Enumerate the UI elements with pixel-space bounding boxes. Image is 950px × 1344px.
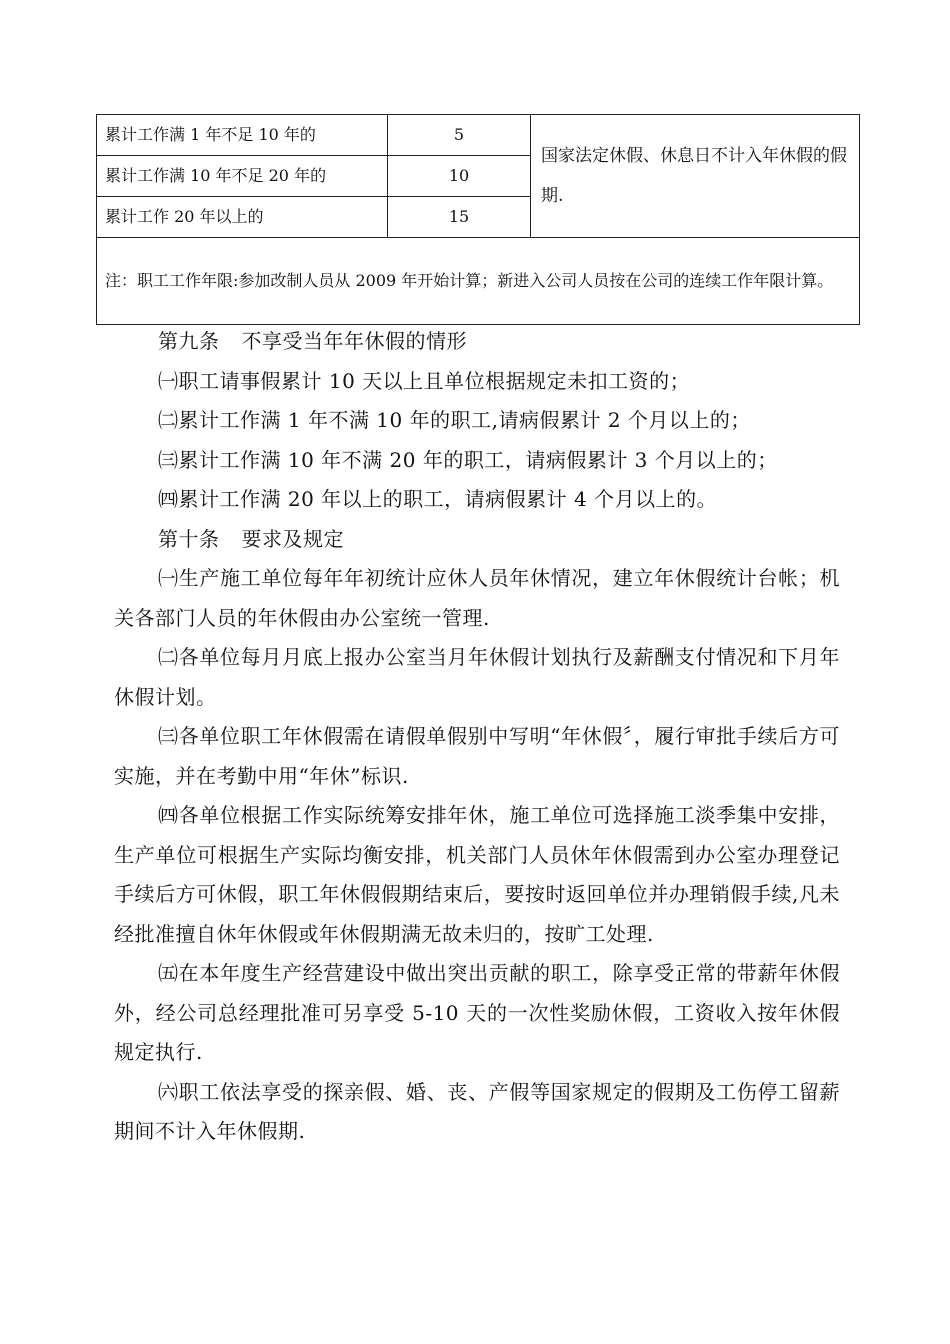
article-10-item: ㈢各单位职工年休假需在请假单假别中写明“年休假〞，履行审批手续后方可实施，并在考勤中用“年休”标识. bbox=[114, 724, 840, 788]
article-title: 不享受当年年休假的情形 bbox=[241, 329, 467, 353]
article-number: 第十条 bbox=[158, 526, 220, 551]
article-10-item: ㈠生产施工单位每年年初统计应休人员年休情况，建立年休假统计台帐；机关各部门人员的年休假由办公室统一管理. bbox=[114, 566, 840, 630]
table-cell-days: 5 bbox=[388, 115, 531, 156]
table-cell-condition: 累计工作满 1 年不足 10 年的 bbox=[97, 115, 388, 156]
table-cell-condition: 累计工作 20 年以上的 bbox=[97, 197, 388, 238]
article-10-item: ㈣各单位根据工作实际统筹安排年休，施工单位可选择施工淡季集中安排，生产单位可根据生产实际均衡安排，机关部门人员休年休假需到办公室办理登记手续后方可休假，职工年休假假期结束后，要按时返回单位并办理销假手续,凡未经批准擅自休年休假或年休假期满无故未归的，按旷工处理. bbox=[114, 803, 840, 946]
article-10-item: ㈡各单位每月月底上报办公室当月年休假计划执行及薪酬支付情况和下月年休假计划。 bbox=[114, 645, 840, 709]
table-row bbox=[97, 238, 860, 325]
article-number: 第九条 bbox=[158, 329, 220, 353]
article-9-item: ㈡累计工作满 1 年不满 10 年的职工,请病假累计 2 个月以上的； bbox=[158, 408, 751, 432]
article-10-heading bbox=[114, 520, 840, 560]
table-note: 注：职工工作年限:参加改制人员从 2009 年开始计算；新进入公司人员按在公司的连续工作年限计算。 bbox=[97, 238, 860, 325]
table-row bbox=[97, 115, 860, 156]
table-cell-condition: 累计工作满 10 年不足 20 年的 bbox=[97, 156, 388, 197]
annual-leave-table bbox=[96, 114, 860, 325]
article-9-item: ㈠职工请事假累计 10 天以上且单位根据规定未扣工资的； bbox=[158, 368, 691, 393]
table-cell-days: 15 bbox=[388, 197, 531, 238]
article-10-item: ㈥职工依法享受的探亲假、婚、丧、产假等国家规定的假期及工伤停工留薪期间不计入年休假期. bbox=[114, 1079, 840, 1143]
table-cell-remark: 国家法定休假、休息日不计入年休假的假期. bbox=[531, 115, 860, 238]
article-9-item: ㈢累计工作满 10 年不满 20 年的职工，请病假累计 3 个月以上的； bbox=[158, 447, 778, 472]
article-title: 要求及规定 bbox=[241, 526, 344, 551]
article-9-item: ㈣累计工作满 20 年以上的职工，请病假累计 4 个月以上的。 bbox=[158, 487, 718, 511]
article-9-heading bbox=[114, 322, 840, 362]
article-10-item: ㈤在本年度生产经营建设中做出突出贡献的职工，除享受正常的带薪年休假外，经公司总经理批准可另享受 5-10 天的一次性奖励休假，工资收入按年休假规定执行. bbox=[114, 961, 840, 1064]
table-cell-days: 10 bbox=[388, 156, 531, 197]
document-body bbox=[114, 322, 840, 1152]
